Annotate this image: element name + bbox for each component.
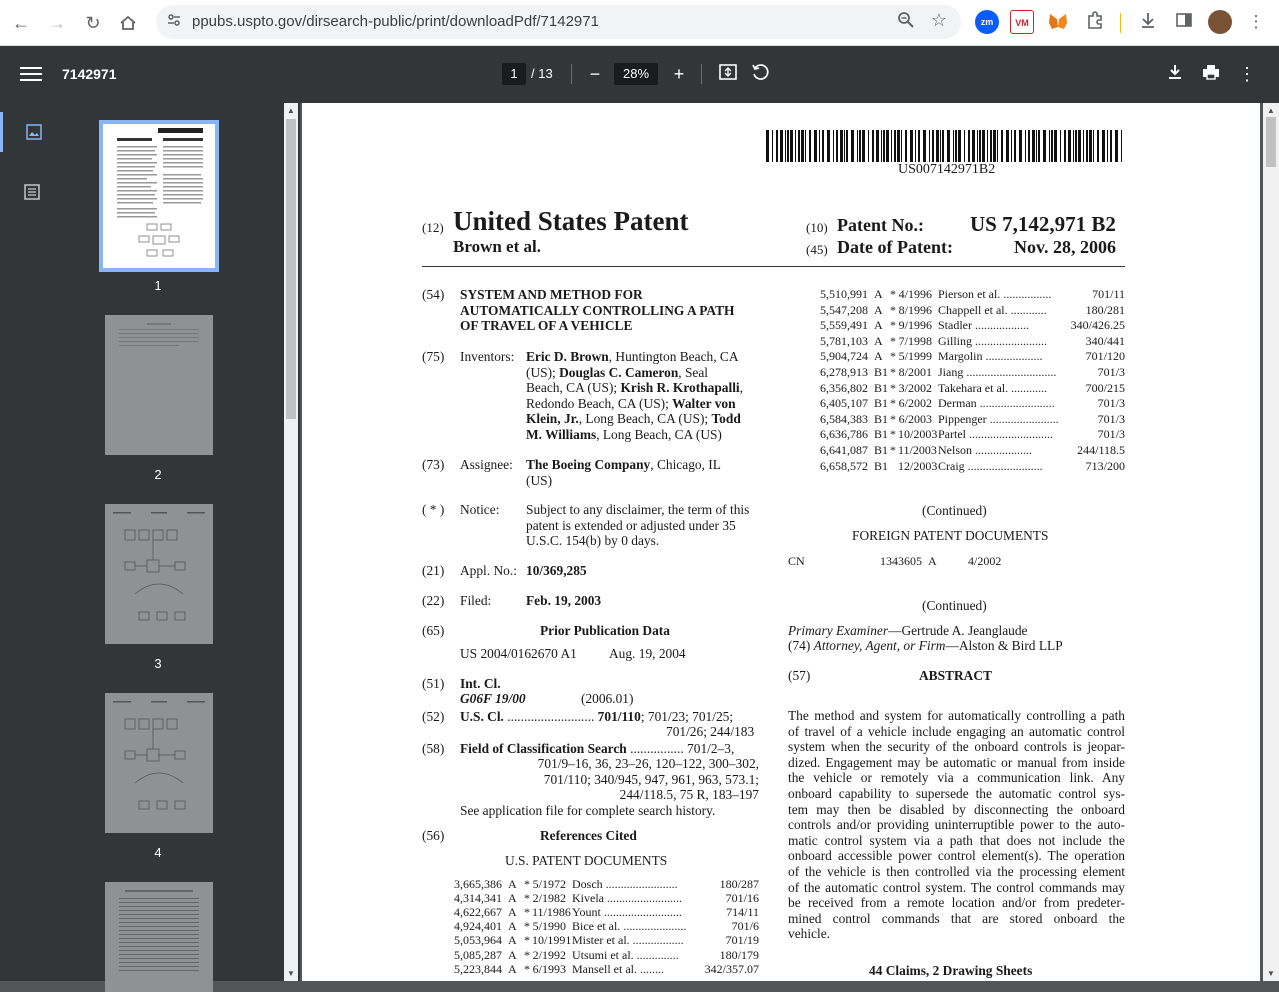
foreign-ref-no: 1343605 A: [880, 554, 937, 568]
continued-label-2: (Continued): [922, 598, 987, 613]
patent-no-label: Patent No.:: [837, 215, 924, 235]
abstract-text: [788, 708, 1125, 942]
forward-arrow-icon[interactable]: →: [48, 13, 66, 33]
toolbar-separator: [1120, 13, 1121, 33]
abstract-line: controls and/or providing uninterruptible power to the auto-: [788, 817, 1125, 833]
uscl-line2: 701/26; 244/183: [666, 724, 755, 739]
back-arrow-icon[interactable]: ←: [12, 13, 30, 33]
abstract-line: onboard capability to supersede the automatic control sys-: [788, 785, 1125, 801]
inid-code-75: (75): [422, 349, 445, 364]
us-ref-row: 5,559,491 A * 9/1996 Stadler .................. 340/426.25: [820, 318, 1125, 333]
uscl-line: U.S. Cl. .......................... 701/110; 701/23; 701/25;: [460, 709, 734, 724]
us-ref-row: 5,053,964 A * 10/1991 Mister et al. ................. 701/19: [454, 933, 759, 948]
foreign-ref-date: 4/2002: [968, 554, 1002, 568]
primary-examiner: Primary Examiner—Gertrude A. Jeanglaude: [788, 623, 1028, 638]
url-text[interactable]: ppubs.uspto.gov/dirsearch-public/print/downloadPdf/7142971: [192, 13, 599, 30]
abstract-line: tem may then be disabled by disconnecting the onboard: [788, 801, 1125, 817]
zoom-level-input[interactable]: 28%: [614, 63, 658, 85]
us-ref-row: 6,641,087 B1 * 11/2003 Nelson ................... 244/118.5: [820, 443, 1125, 457]
us-ref-row: 6,278,913 B1 * 8/2001 Jiang .............................. 701/3: [820, 365, 1125, 379]
inid-code-57: (57): [788, 668, 811, 683]
vm-extension-icon[interactable]: VM: [1010, 10, 1034, 34]
abstract-line: The method and system for automatically controlling a path: [788, 708, 1125, 723]
abstract-line: of the automatic control system. The control commands may: [788, 879, 1125, 895]
thumbnail-sidebar: [0, 103, 300, 981]
pdf-page: [302, 103, 1260, 981]
zoom-magnifier-icon[interactable]: [897, 11, 915, 34]
attorney: (74) Attorney, Agent, or Firm—Alston & Bird LLP: [788, 638, 1063, 653]
page-thumbnail[interactable]: [99, 120, 219, 272]
patent-authors: Brown et al.: [453, 237, 541, 256]
document-type: United States Patent: [453, 206, 689, 236]
document-title: 7142971: [62, 66, 117, 82]
inventors-label: Inventors:: [460, 349, 515, 364]
field-search-line: Field of Classification Search ................ 701/2–3,: [460, 741, 735, 756]
abstract-line: onboard accessible power control element(s). The operation: [788, 848, 1125, 864]
page-number-input[interactable]: 1: [502, 63, 526, 85]
inid-code-12: (12): [422, 220, 444, 235]
assignee-label: Assignee:: [460, 457, 513, 472]
more-actions-icon[interactable]: ⋮: [1238, 64, 1256, 84]
page-thumbnail[interactable]: [105, 504, 213, 644]
print-icon[interactable]: [1199, 62, 1223, 86]
scrollbar-thumb[interactable]: [1266, 117, 1276, 167]
inid-code-58: (58): [422, 741, 445, 756]
page-thumbnail[interactable]: [105, 882, 213, 992]
inid-code-10: (10): [806, 220, 828, 235]
intcl-label: Int. Cl.: [460, 676, 501, 691]
home-icon[interactable]: [114, 9, 142, 37]
toolbar-divider: [701, 64, 702, 84]
pdf-toolbar: [0, 46, 1279, 103]
address-bar[interactable]: [156, 5, 961, 39]
extensions-puzzle-icon[interactable]: [1083, 10, 1107, 34]
side-panel-icon[interactable]: [1172, 10, 1196, 34]
us-ref-row: 5,904,724 A * 5/1999 Margolin ................... 701/120: [820, 349, 1125, 364]
field-search-lines: 701/9–16, 36, 23–26, 120–122, 300–302, 701/110; 340/945, 947, 961, 963, 573.1; 244/118.5, 75 R, 183–197: [537, 756, 759, 803]
us-ref-row: 4,622,667 A * 11/1986 Yount .......................... 714/11: [454, 905, 759, 920]
prior-pub-label: Prior Publication Data: [540, 623, 670, 638]
zoom-extension-icon[interactable]: zm: [975, 10, 999, 34]
inventors-list: Eric D. Brown, Huntington Beach, CA (US); Douglas C. Cameron, Seal Beach, CA (US); Krish R. Krothapalli, Redondo Beach, CA (US); Walter von Klein, Jr., Long Beach, CA (US); Todd M. Williams, Long Beach, CA (US): [526, 349, 743, 442]
inid-code-51: (51): [422, 676, 445, 691]
inid-code-21: (21): [422, 563, 445, 578]
abstract-line: be received from a remote location and/or from predeter-: [788, 895, 1125, 911]
abstract-line: of the vehicle is then controlled via the processing element: [788, 863, 1125, 879]
filed-label: Filed:: [460, 593, 492, 608]
thumbnail-label: 2: [154, 467, 162, 482]
thumbnail-label: 3: [154, 656, 162, 671]
inid-code-65: (65): [422, 623, 445, 638]
abstract-label: ABSTRACT: [919, 668, 992, 683]
prior-pub-date: Aug. 19, 2004: [609, 646, 686, 661]
hamburger-menu-icon[interactable]: [20, 63, 42, 85]
abstract-line: vehicle.: [788, 926, 831, 942]
notice-text: Subject to any disclaimer, the term of this patent is extended or adjusted under 35 U.S.C. 154(b) by 0 days.: [526, 502, 750, 549]
profile-avatar[interactable]: [1208, 10, 1232, 34]
browser-toolbar: [0, 0, 1279, 46]
us-ref-row: 5,223,844 A * 6/1993 Mansell et al. ........ 342/357.07: [454, 961, 759, 976]
us-ref-row: 6,356,802 B1 * 3/2002 Takehara et al. ............ 700/215: [820, 380, 1125, 395]
zoom-out-icon[interactable]: −: [589, 64, 601, 84]
pdf-download-icon[interactable]: [1163, 62, 1187, 86]
continued-label: (Continued): [922, 503, 987, 518]
patent-date: Nov. 28, 2006: [1014, 237, 1117, 257]
prior-pub-no: US 2004/0162670 A1: [460, 646, 577, 661]
us-ref-row: 3,665,386 A * 5/1972 Dosch ........................ 180/287: [454, 877, 759, 891]
thumbnails-tab-icon[interactable]: [0, 112, 64, 152]
scrollbar-thumb[interactable]: [286, 119, 296, 419]
inid-code-45: (45): [806, 242, 828, 257]
foreign-docs-label: FOREIGN PATENT DOCUMENTS: [852, 528, 1049, 543]
us-ref-row: 6,658,572 B1 12/2003 Craig ......................... 713/200: [820, 458, 1125, 473]
page-total: / 13: [531, 66, 553, 81]
barcode-number: US007142971B2: [898, 162, 996, 177]
abstract-line: matic control system via a path that does not include the: [788, 832, 1125, 848]
foreign-ref-row: CN: [788, 554, 805, 568]
filed-date: Feb. 19, 2003: [526, 593, 602, 608]
inid-code-52: (52): [422, 709, 445, 724]
assignee: The Boeing Company, Chicago, IL (US): [526, 457, 721, 488]
download-icon[interactable]: [1136, 10, 1160, 34]
appl-no: 10/369,285: [526, 563, 587, 578]
us-ref-row: 6,636,786 B1 * 10/2003 Partel ............................ 701/3: [820, 427, 1125, 442]
scroll-up-arrow-icon[interactable]: ▲: [1267, 106, 1275, 115]
inid-code-54: (54): [422, 287, 445, 302]
abstract-line: the vehicle or remotely via a communication link. Any: [788, 770, 1125, 786]
sidebar-scrollbar[interactable]: [284, 103, 298, 981]
date-label: Date of Patent:: [837, 237, 953, 257]
reload-icon[interactable]: ↻: [85, 13, 101, 33]
us-docs-label: U.S. PATENT DOCUMENTS: [505, 853, 668, 868]
inid-code-notice: ( * ): [422, 502, 445, 517]
us-ref-row: 4,314,341 A * 2/1982 Kivela ......................... 701/16: [454, 891, 759, 906]
intcl-class: G06F 19/00: [460, 691, 526, 706]
header-rule: [422, 266, 1125, 267]
main-scrollbar[interactable]: [1263, 103, 1279, 981]
intcl-year: (2006.01): [581, 691, 634, 706]
us-ref-row: 4,924,401 A * 5/1990 Bice et al. ..................... 701/6: [454, 919, 759, 934]
claims-summary: 44 Claims, 2 Drawing Sheets: [869, 963, 1033, 978]
abstract-line: dized. Engagement may be automatic or manual from inside: [788, 754, 1125, 770]
scroll-up-arrow-icon[interactable]: ▲: [287, 106, 295, 115]
us-ref-row: 6,405,107 B1 * 6/2002 Derman ......................... 701/3: [820, 396, 1125, 411]
outline-tab-icon[interactable]: [0, 172, 64, 212]
metamask-extension-icon[interactable]: [1046, 10, 1070, 34]
fit-to-page-icon[interactable]: [716, 62, 740, 86]
us-ref-row: 5,510,991 A * 4/1996 Pierson et al. ................ 701/11: [820, 287, 1125, 301]
bookmark-star-icon[interactable]: ☆: [930, 10, 947, 30]
abstract-line: mined control commands that are stored onboard the: [788, 910, 1125, 926]
inid-code-22: (22): [422, 593, 445, 608]
zoom-in-icon[interactable]: +: [673, 64, 685, 84]
scroll-down-arrow-icon[interactable]: ▼: [287, 969, 295, 978]
refs-cited-label: References Cited: [540, 828, 637, 843]
us-ref-row: 5,547,208 A * 8/1996 Chappell et al. ............ 180/281: [820, 302, 1125, 317]
inid-code-56: (56): [422, 828, 445, 843]
inid-code-73: (73): [422, 457, 445, 472]
site-info-icon[interactable]: [166, 12, 182, 31]
see-application: See application file for complete search history.: [460, 803, 716, 818]
abstract-line: system when the security of the onboard controls is jeopar-: [788, 739, 1125, 755]
notice-label: Notice:: [460, 502, 500, 517]
barcode: [766, 130, 1126, 162]
thumbnail-label: 1: [154, 278, 162, 293]
patent-number: US 7,142,971 B2: [970, 212, 1116, 236]
toolbar-divider: [571, 64, 572, 84]
us-ref-row: 6,584,383 B1 * 6/2003 Pippenger ....................... 701/3: [820, 411, 1125, 426]
rotate-icon[interactable]: [748, 62, 772, 86]
scroll-down-arrow-icon[interactable]: ▼: [1267, 969, 1275, 978]
abstract-line: of travel of a vehicle include engaging an automatic control: [788, 723, 1125, 739]
page-thumbnail[interactable]: [105, 315, 213, 455]
page-thumbnail[interactable]: [105, 693, 213, 833]
chrome-menu-icon[interactable]: ⋮: [1247, 12, 1265, 31]
thumbnail-label: 4: [154, 845, 162, 860]
us-ref-row: 5,781,103 A * 7/1998 Gilling ........................ 340/441: [820, 333, 1125, 348]
patent-title: SYSTEM AND METHOD FOR AUTOMATICALLY CONTROLLING A PATH OF TRAVEL OF A VEHICLE: [460, 287, 735, 334]
us-ref-row: 5,085,287 A * 2/1992 Utsumi et al. .............. 180/179: [454, 947, 759, 962]
appl-no-label: Appl. No.:: [460, 563, 517, 578]
